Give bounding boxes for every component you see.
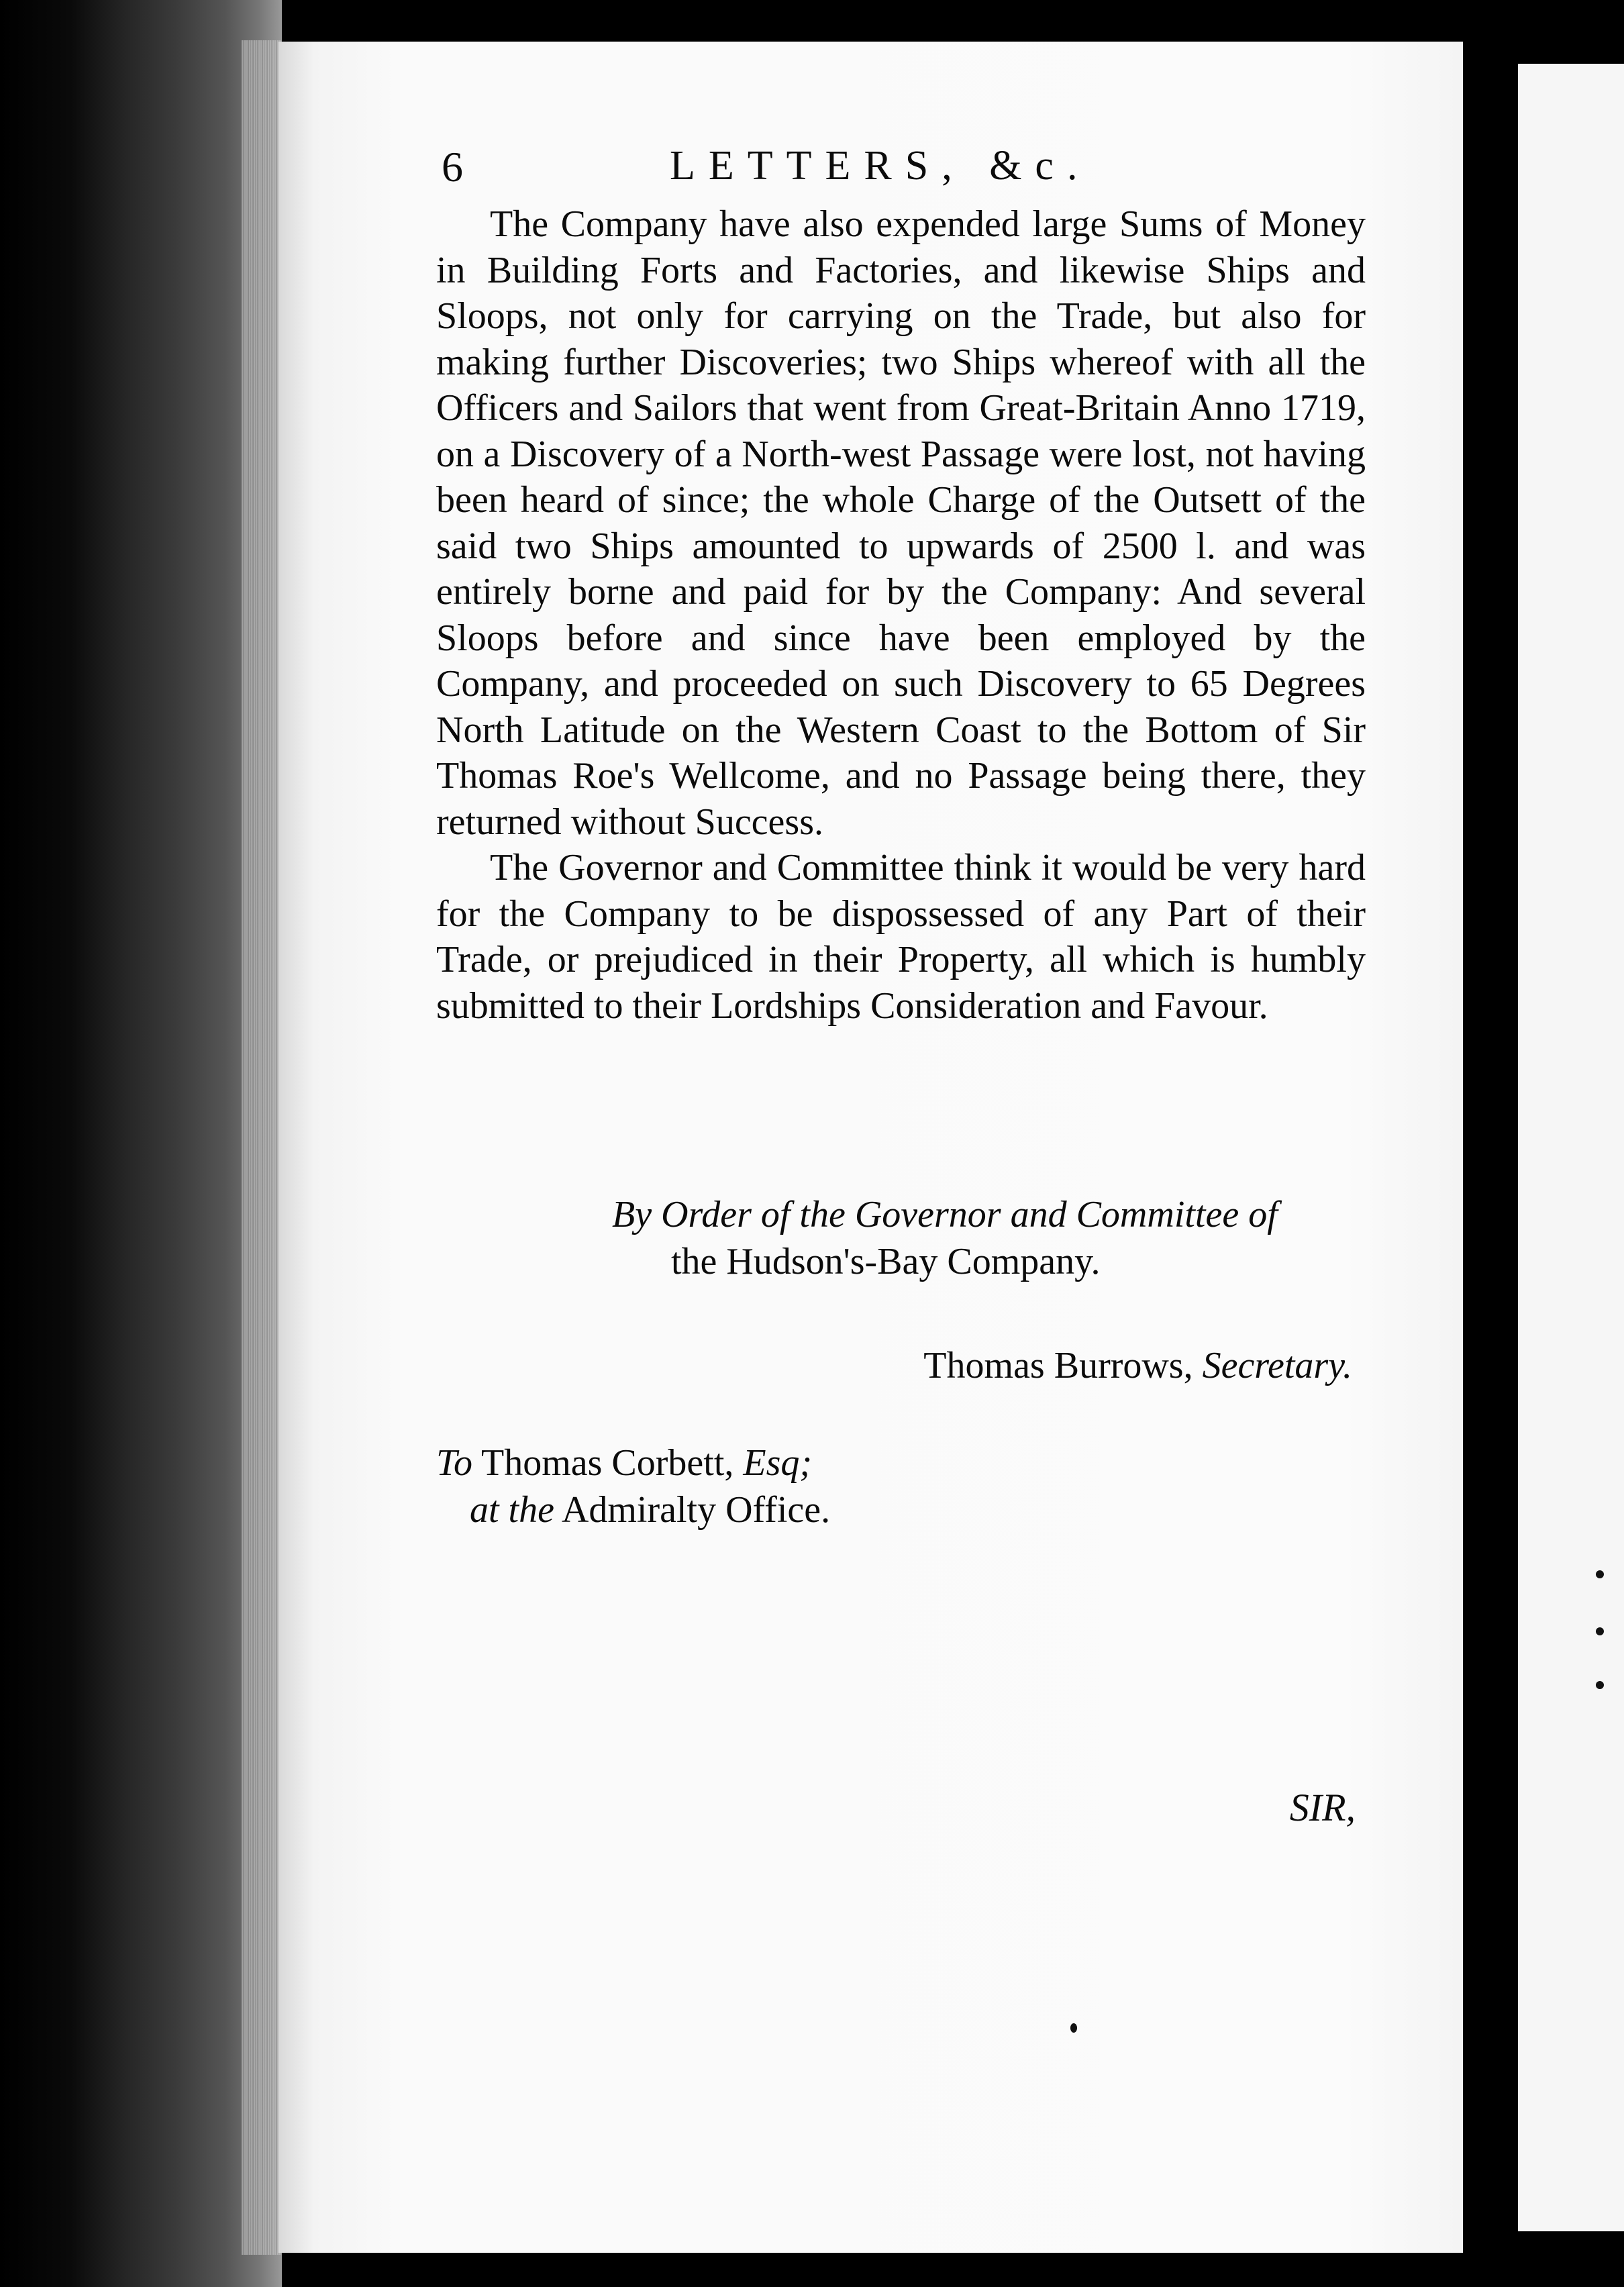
addressee [436,1439,1309,1533]
facing-page-mark [1596,1681,1604,1689]
order-line-2: the Hudson's-Bay Company. [671,1241,1101,1282]
running-head [442,142,1354,203]
signature [436,1342,1352,1389]
addressee-prefix: To [436,1442,473,1484]
book-gutter [1463,27,1518,2261]
running-title: LETTERS, &c. [670,143,1091,189]
signatory-title: Secretary. [1202,1345,1352,1386]
addressee-place: Admiralty Office. [561,1489,831,1531]
paragraph: The Governor and Committee think it would be very hard for the Company to be dispossessed of any Part of their Trade, or prejudiced in their Property, all which is humbly submitted to their Lordships Consideration and Favour. [436,847,1366,1027]
facing-page-mark [1596,1627,1604,1635]
addressee-place-prefix: at the [470,1489,554,1531]
signatory-name: Thomas Burrows, [923,1345,1193,1386]
order-line-1: By Order of the Governor and Committee of [612,1194,1278,1235]
body-text [436,201,1366,1029]
facing-page-mark [1596,1570,1604,1578]
order-line [436,1191,1366,1285]
facing-page-edge [1518,64,1624,2231]
ink-speck [1070,2023,1077,2033]
addressee-name: Thomas Corbett, [481,1442,734,1484]
addressee-suffix: Esq; [743,1442,813,1484]
page-stack-edge [0,0,282,2287]
catchword: SIR, [1289,1786,1356,1829]
page-number: 6 [442,143,463,191]
paragraph: The Company have also expended large Sums of Money in Building Forts and Factories, and likewise Ships and Sloops, not only for carrying on the Trade, but also for making further Discoveries; two Ships whereof with all the Officers and Sailors that went from Great-Britain Anno 1719, on a Discovery of a North-west Passage were lost, not having been heard of since; the whole Charge of the Outsett of the said two Ships amounted to upwards of 2500 l. and was entirely borne and paid for by the Company: And several Sloops before and since have been employed by the Company, and proceeded on such Discovery to 65 Degrees North Latitude on the Western Coast to the Bottom of Sir Thomas Roe's Wellcome, and no Passage being there, they returned without Success. [436,203,1366,843]
